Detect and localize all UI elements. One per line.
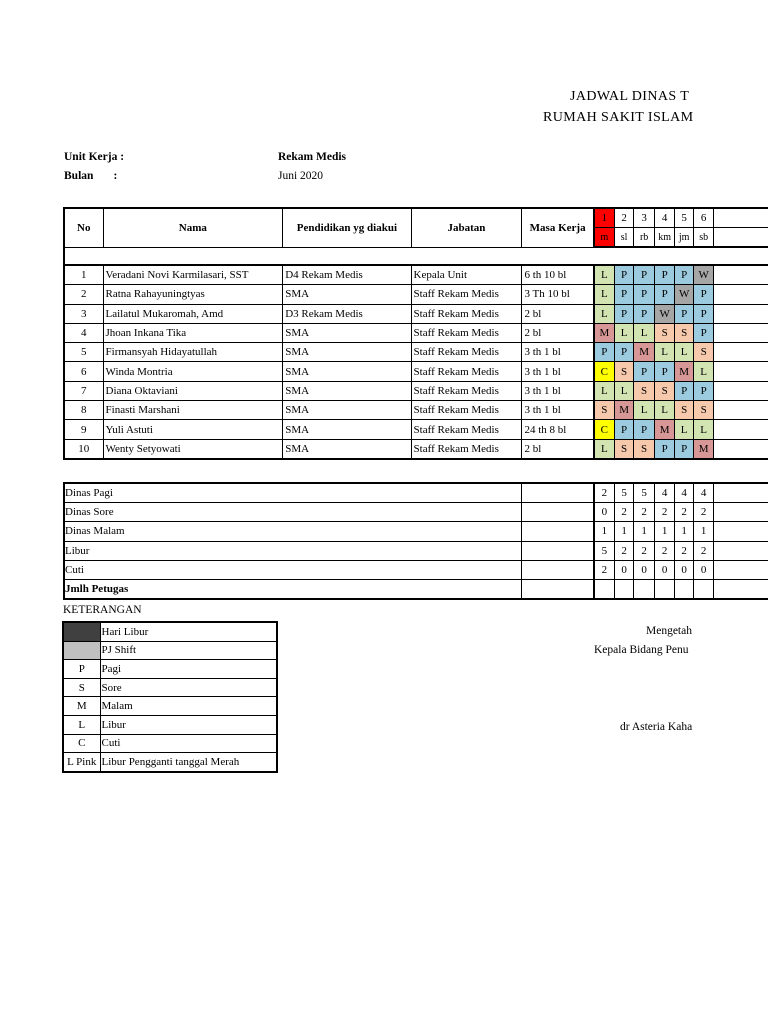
overflow-cell <box>714 265 768 285</box>
shift-cell: L <box>634 323 655 342</box>
shift-cell: S <box>693 343 714 362</box>
shift-cell: L <box>594 285 615 304</box>
shift-cell: S <box>675 401 693 420</box>
shift-cell: W <box>654 304 675 323</box>
day-name: km <box>654 228 675 248</box>
summary-value: 0 <box>693 560 714 579</box>
summary-value: 1 <box>614 522 634 541</box>
summary-spacer <box>522 560 594 579</box>
summary-value: 2 <box>634 541 655 560</box>
legend-row <box>63 641 277 660</box>
overflow-cell <box>714 439 768 459</box>
row-masa-kerja: 2 bl <box>522 304 594 323</box>
row-pendidikan: SMA <box>283 285 411 304</box>
summary-value <box>634 579 655 599</box>
summary-spacer <box>522 483 594 503</box>
shift-cell: S <box>614 439 634 459</box>
summary-row <box>64 503 768 522</box>
summary-label: Dinas Malam <box>64 522 522 541</box>
day-name: sl <box>614 228 634 248</box>
summary-value: 2 <box>614 541 634 560</box>
summary-value: 2 <box>634 503 655 522</box>
summary-value: 2 <box>654 541 675 560</box>
shift-cell: L <box>614 323 634 342</box>
summary-label: Dinas Sore <box>64 503 522 522</box>
row-no: 5 <box>64 343 103 362</box>
shift-cell: L <box>594 304 615 323</box>
summary-value: 1 <box>675 522 693 541</box>
summary-value: 1 <box>654 522 675 541</box>
summary-row <box>64 560 768 579</box>
shift-cell: P <box>614 265 634 285</box>
shift-cell: S <box>614 362 634 381</box>
shift-cell: L <box>654 401 675 420</box>
day-name: jm <box>675 228 693 248</box>
row-pendidikan: SMA <box>283 381 411 400</box>
signatory-name: dr Asteria Kaha <box>620 721 693 733</box>
legend-description: Cuti <box>100 734 277 753</box>
row-nama: Veradani Novi Karmilasari, SST <box>103 265 283 285</box>
summary-value: 0 <box>654 560 675 579</box>
legend-row <box>63 678 277 697</box>
shift-cell: S <box>634 439 655 459</box>
legend-body <box>63 622 277 772</box>
shift-cell: P <box>634 285 655 304</box>
legend-table <box>62 621 278 773</box>
row-pendidikan: D3 Rekam Medis <box>283 304 411 323</box>
table-row <box>64 381 768 400</box>
summary-value: 2 <box>675 503 693 522</box>
shift-cell: P <box>634 265 655 285</box>
shift-cell: L <box>693 420 714 439</box>
shift-cell: P <box>654 362 675 381</box>
summary-row <box>64 522 768 541</box>
row-jabatan: Staff Rekam Medis <box>411 304 522 323</box>
row-pendidikan: SMA <box>283 343 411 362</box>
shift-cell: S <box>693 401 714 420</box>
overflow-cell <box>714 362 768 381</box>
shift-cell: L <box>594 265 615 285</box>
shift-cell: W <box>693 265 714 285</box>
shift-cell: P <box>614 343 634 362</box>
summary-value: 1 <box>693 522 714 541</box>
row-no: 3 <box>64 304 103 323</box>
summary-value: 0 <box>675 560 693 579</box>
summary-value: 4 <box>654 483 675 503</box>
summary-value: 5 <box>614 483 634 503</box>
schedule-body <box>64 265 768 459</box>
legend-code <box>63 641 100 660</box>
table-row <box>64 304 768 323</box>
shift-cell: P <box>693 304 714 323</box>
keterangan-title: KETERANGAN <box>63 604 142 616</box>
summary-value: 2 <box>693 503 714 522</box>
legend-description: Malam <box>100 697 277 716</box>
shift-cell: M <box>594 323 615 342</box>
document-subtitle: RUMAH SAKIT ISLAM <box>543 110 694 125</box>
overflow-cell <box>714 483 768 503</box>
day-number: 3 <box>634 208 655 228</box>
shift-cell: L <box>693 362 714 381</box>
shift-cell: P <box>634 304 655 323</box>
summary-value <box>614 579 634 599</box>
shift-cell: S <box>654 323 675 342</box>
overflow-cell <box>714 323 768 342</box>
shift-cell: L <box>634 401 655 420</box>
day-number: 5 <box>675 208 693 228</box>
row-pendidikan: SMA <box>283 362 411 381</box>
summary-value <box>675 579 693 599</box>
unit-kerja-value: Rekam Medis <box>278 151 347 163</box>
summary-label: Cuti <box>64 560 522 579</box>
legend-description: PJ Shift <box>100 641 277 660</box>
shift-cell: L <box>675 420 693 439</box>
row-masa-kerja: 2 bl <box>522 439 594 459</box>
legend-description: Libur <box>100 715 277 734</box>
shift-cell: L <box>654 343 675 362</box>
legend-code <box>63 622 100 641</box>
summary-value: 4 <box>675 483 693 503</box>
legend-row <box>63 660 277 679</box>
header-nama: Nama <box>103 208 283 247</box>
table-row <box>64 439 768 459</box>
bulan-label: Bulan : <box>64 170 118 182</box>
overflow-cell <box>714 304 768 323</box>
shift-cell: M <box>693 439 714 459</box>
summary-label: Libur <box>64 541 522 560</box>
day-number: 2 <box>614 208 634 228</box>
summary-value: 1 <box>634 522 655 541</box>
row-pendidikan: SMA <box>283 439 411 459</box>
shift-cell: S <box>675 323 693 342</box>
shift-cell: M <box>654 420 675 439</box>
legend-description: Pagi <box>100 660 277 679</box>
summary-label: Dinas Pagi <box>64 483 522 503</box>
row-nama: Jhoan Inkana Tika <box>103 323 283 342</box>
summary-value: 1 <box>594 522 615 541</box>
overflow-cell <box>714 541 768 560</box>
day-name: sb <box>693 228 714 248</box>
summary-row <box>64 483 768 503</box>
row-pendidikan: SMA <box>283 401 411 420</box>
row-masa-kerja: 2 bl <box>522 323 594 342</box>
table-row <box>64 420 768 439</box>
row-nama: Diana Oktaviani <box>103 381 283 400</box>
shift-cell: P <box>675 304 693 323</box>
summary-value <box>654 579 675 599</box>
row-no: 9 <box>64 420 103 439</box>
legend-code: M <box>63 697 100 716</box>
header-no: No <box>64 208 103 247</box>
row-masa-kerja: 3 Th 10 bl <box>522 285 594 304</box>
shift-cell: P <box>693 381 714 400</box>
row-jabatan: Kepala Unit <box>411 265 522 285</box>
day-name: m <box>594 228 615 248</box>
row-no: 10 <box>64 439 103 459</box>
overflow-cell <box>714 560 768 579</box>
row-no: 1 <box>64 265 103 285</box>
mengetahui-text: Mengetah <box>646 625 692 637</box>
summary-table-wrapper <box>63 482 768 602</box>
row-nama: Firmansyah Hidayatullah <box>103 343 283 362</box>
row-masa-kerja: 3 th 1 bl <box>522 362 594 381</box>
table-row <box>64 265 768 285</box>
row-no: 4 <box>64 323 103 342</box>
shift-cell: L <box>675 343 693 362</box>
summary-value: 4 <box>693 483 714 503</box>
shift-cell: P <box>693 323 714 342</box>
day-number: 1 <box>594 208 615 228</box>
row-masa-kerja: 24 th 8 bl <box>522 420 594 439</box>
header-jabatan: Jabatan <box>411 208 522 247</box>
summary-value: 2 <box>594 483 615 503</box>
row-no: 2 <box>64 285 103 304</box>
row-no: 7 <box>64 381 103 400</box>
row-masa-kerja: 3 th 1 bl <box>522 343 594 362</box>
shift-cell: P <box>693 285 714 304</box>
kepala-bidang-text: Kepala Bidang Penu <box>594 644 689 656</box>
shift-cell: P <box>614 304 634 323</box>
row-nama: Winda Montria <box>103 362 283 381</box>
day-number: 6 <box>693 208 714 228</box>
summary-value: 2 <box>654 503 675 522</box>
row-nama: Wenty Setyowati <box>103 439 283 459</box>
shift-cell: S <box>654 381 675 400</box>
shift-cell: P <box>675 439 693 459</box>
shift-cell: M <box>634 343 655 362</box>
summary-value: 5 <box>634 483 655 503</box>
summary-value: 0 <box>614 560 634 579</box>
row-jabatan: Staff Rekam Medis <box>411 381 522 400</box>
shift-cell: C <box>594 362 615 381</box>
row-jabatan: Staff Rekam Medis <box>411 362 522 381</box>
row-jabatan: Staff Rekam Medis <box>411 401 522 420</box>
legend-description: Libur Pengganti tanggal Merah <box>100 753 277 772</box>
header-masa-kerja: Masa Kerja <box>522 208 594 247</box>
row-nama: Yuli Astuti <box>103 420 283 439</box>
overflow-cell <box>714 285 768 304</box>
row-pendidikan: SMA <box>283 420 411 439</box>
row-nama: Finasti Marshani <box>103 401 283 420</box>
summary-spacer <box>522 522 594 541</box>
shift-cell: S <box>594 401 615 420</box>
shift-cell: P <box>675 381 693 400</box>
overflow-cell <box>714 579 768 599</box>
shift-cell: P <box>594 343 615 362</box>
day-number: 4 <box>654 208 675 228</box>
summary-table <box>63 482 768 600</box>
row-no: 8 <box>64 401 103 420</box>
row-pendidikan: SMA <box>283 323 411 342</box>
legend-code: L <box>63 715 100 734</box>
table-row <box>64 362 768 381</box>
shift-cell: P <box>634 420 655 439</box>
bulan-value: Juni 2020 <box>278 170 324 182</box>
schedule-table <box>63 207 768 460</box>
row-pendidikan: D4 Rekam Medis <box>283 265 411 285</box>
summary-row <box>64 541 768 560</box>
summary-value <box>693 579 714 599</box>
legend-description: Sore <box>100 678 277 697</box>
row-nama: Ratna Rahayuningtyas <box>103 285 283 304</box>
shift-cell: P <box>634 362 655 381</box>
summary-spacer <box>522 541 594 560</box>
shift-cell: P <box>675 265 693 285</box>
summary-value: 2 <box>594 560 615 579</box>
legend-row <box>63 734 277 753</box>
unit-kerja-label: Unit Kerja : <box>64 151 125 163</box>
table-row <box>64 401 768 420</box>
overflow-cell <box>714 343 768 362</box>
overflow-cell <box>714 503 768 522</box>
legend-row <box>63 715 277 734</box>
table-row <box>64 285 768 304</box>
row-masa-kerja: 6 th 10 bl <box>522 265 594 285</box>
summary-row <box>64 579 768 599</box>
legend-description: Hari Libur <box>100 622 277 641</box>
row-jabatan: Staff Rekam Medis <box>411 420 522 439</box>
shift-cell: P <box>654 439 675 459</box>
legend-row <box>63 753 277 772</box>
header-pendidikan: Pendidikan yg diakui <box>283 208 411 247</box>
row-masa-kerja: 3 th 1 bl <box>522 381 594 400</box>
summary-body <box>64 483 768 599</box>
summary-value: 2 <box>693 541 714 560</box>
row-jabatan: Staff Rekam Medis <box>411 285 522 304</box>
legend-code: P <box>63 660 100 679</box>
row-no: 6 <box>64 362 103 381</box>
summary-label: Jmlh Petugas <box>64 579 522 599</box>
summary-spacer <box>522 503 594 522</box>
shift-cell: P <box>654 285 675 304</box>
summary-value: 0 <box>634 560 655 579</box>
summary-value: 2 <box>675 541 693 560</box>
legend-code: S <box>63 678 100 697</box>
overflow-cell <box>714 522 768 541</box>
shift-cell: L <box>594 381 615 400</box>
summary-value: 5 <box>594 541 615 560</box>
legend-row <box>63 622 277 641</box>
row-jabatan: Staff Rekam Medis <box>411 343 522 362</box>
shift-cell: C <box>594 420 615 439</box>
row-nama: Lailatul Mukaromah, Amd <box>103 304 283 323</box>
shift-cell: P <box>654 265 675 285</box>
table-row <box>64 343 768 362</box>
shift-cell: W <box>675 285 693 304</box>
legend-code: C <box>63 734 100 753</box>
table-row <box>64 323 768 342</box>
summary-value <box>594 579 615 599</box>
summary-spacer <box>522 579 594 599</box>
shift-cell: S <box>634 381 655 400</box>
legend-code: L Pink <box>63 753 100 772</box>
overflow-cell <box>714 420 768 439</box>
shift-cell: M <box>675 362 693 381</box>
schedule-table-wrapper <box>63 207 768 465</box>
legend-row <box>63 697 277 716</box>
shift-cell: P <box>614 285 634 304</box>
overflow-cell <box>714 381 768 400</box>
shift-cell: L <box>614 381 634 400</box>
row-masa-kerja: 3 th 1 bl <box>522 401 594 420</box>
shift-cell: M <box>614 401 634 420</box>
day-name: rb <box>634 228 655 248</box>
shift-cell: L <box>594 439 615 459</box>
row-jabatan: Staff Rekam Medis <box>411 323 522 342</box>
summary-value: 0 <box>594 503 615 522</box>
row-jabatan: Staff Rekam Medis <box>411 439 522 459</box>
summary-value: 2 <box>614 503 634 522</box>
document-title: JADWAL DINAS T <box>570 89 690 104</box>
shift-cell: P <box>614 420 634 439</box>
overflow-cell <box>714 401 768 420</box>
